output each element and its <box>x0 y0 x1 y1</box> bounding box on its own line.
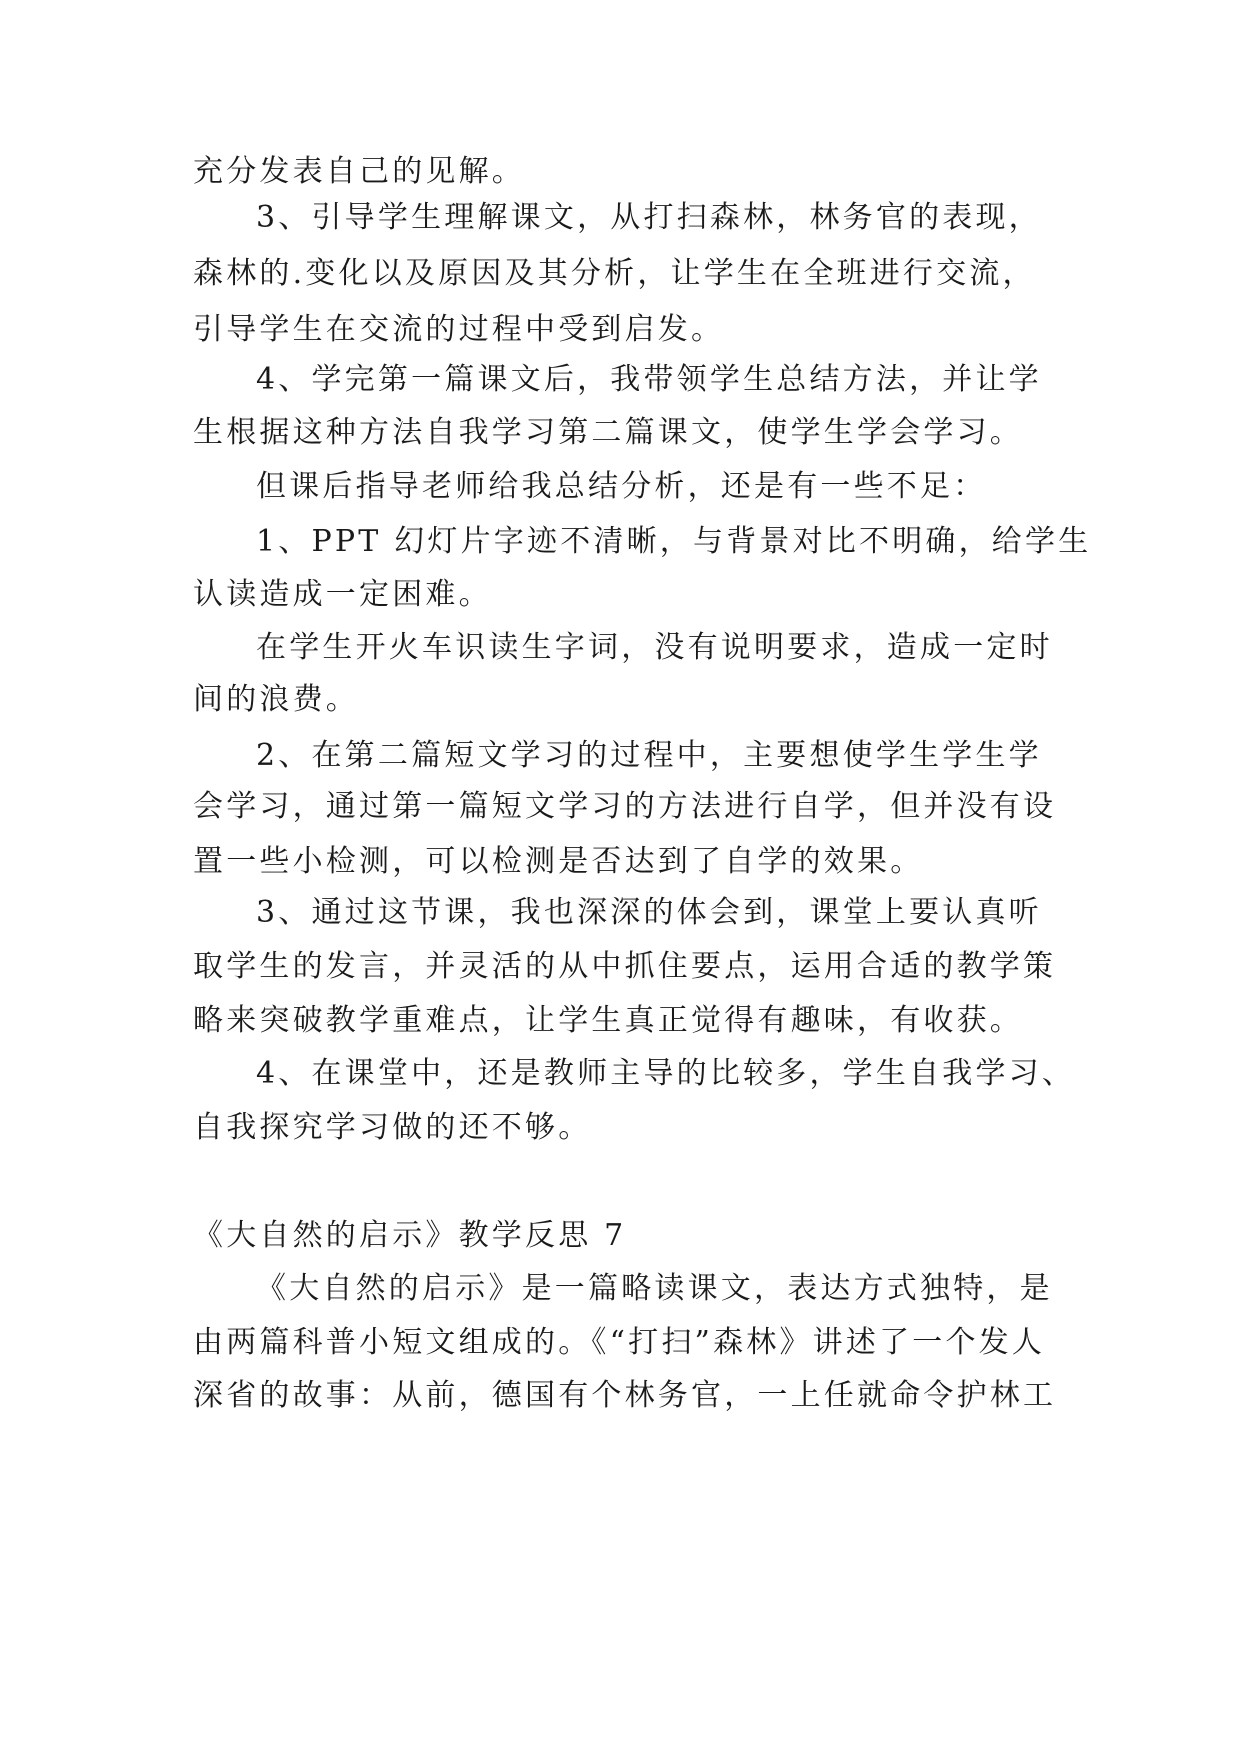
text-line: 森林的.变化以及原因及其分析，让学生在全班进行交流， <box>193 256 1036 291</box>
text-line: 认读造成一定困难。 <box>193 577 492 612</box>
text-line: 《大自然的启示》是一篇略读课文，表达方式独特，是 <box>256 1271 1053 1306</box>
text-line: 2、在第二篇短文学习的过程中，主要想使学生学生学 <box>256 738 1042 773</box>
text-line: 4、在课堂中，还是教师主导的比较多，学生自我学习、 <box>256 1056 1076 1091</box>
text-line: 3、引导学生理解课文，从打扫森林，林务官的表现， <box>256 200 1042 235</box>
section-title: 《大自然的启示》教学反思 7 <box>193 1218 627 1253</box>
text-line: 3、通过这节课，我也深深的体会到，课堂上要认真听 <box>256 895 1042 930</box>
text-line: 间的浪费。 <box>193 682 359 717</box>
text-line: 自我探究学习做的还不够。 <box>193 1110 592 1145</box>
text-line: 引导学生在交流的过程中受到启发。 <box>193 312 725 347</box>
text-line: 4、学完第一篇课文后，我带领学生总结方法，并让学 <box>256 362 1042 397</box>
text-line: 略来突破教学重难点，让学生真正觉得有趣味，有收获。 <box>193 1003 1023 1038</box>
text-line: 在学生开火车识读生字词，没有说明要求，造成一定时 <box>256 630 1053 665</box>
text-line: 深省的故事：从前，德国有个林务官，一上任就命令护林工 <box>193 1378 1057 1413</box>
text-line: 会学习，通过第一篇短文学习的方法进行自学，但并没有设 <box>193 789 1057 824</box>
text-line: 1、PPT 幻灯片字迹不清晰，与背景对比不明确，给学生 <box>256 524 1092 559</box>
text-line: 取学生的发言，并灵活的从中抓住要点，运用合适的教学策 <box>193 949 1057 984</box>
text-line: 置一些小检测，可以检测是否达到了自学的效果。 <box>193 844 924 879</box>
text-line: 由两篇科普小短文组成的。《“打扫”森林》讲述了一个发人 <box>193 1325 1046 1360</box>
text-line: 但课后指导老师给我总结分析，还是有一些不足： <box>256 469 987 504</box>
text-line: 充分发表自己的见解。 <box>193 154 525 189</box>
text-line: 生根据这种方法自我学习第二篇课文，使学生学会学习。 <box>193 415 1023 450</box>
